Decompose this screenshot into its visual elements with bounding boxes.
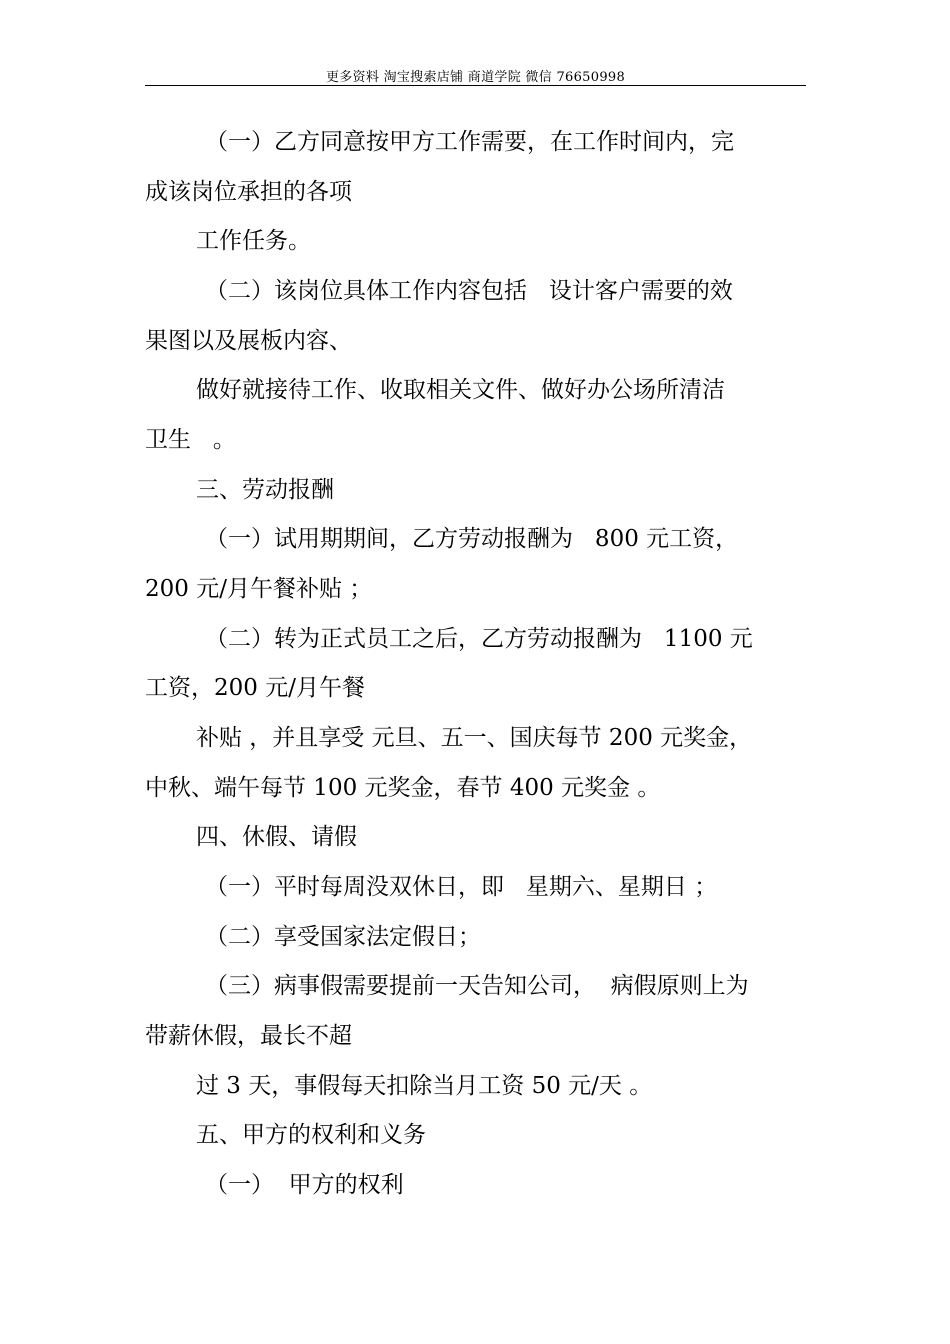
body-line: （一） 甲方的权利 <box>205 1172 404 1198</box>
section-heading: 三、劳动报酬 <box>196 477 334 503</box>
page-header: 更多资料 淘宝搜索店铺 商道学院 微信 76650998 <box>325 70 626 85</box>
body-line: 做好就接待工作、收取相关文件、做好办公场所清洁 <box>196 377 725 403</box>
body-line: 卫生 。 <box>145 427 236 453</box>
body-line: 果图以及展板内容、 <box>145 328 352 354</box>
body-line: （一）乙方同意按甲方工作需要，在工作时间内，完 <box>205 129 734 155</box>
body-line: （一）试用期期间，乙方劳动报酬为 800 元工资， <box>205 526 739 552</box>
body-line: （一）平时每周没双休日，即 星期六、星期日 ； <box>205 874 718 900</box>
body-line: 补贴 ，并且享受 元旦、五一、国庆每节 200 元奖金， <box>196 725 753 751</box>
body-line: 中秋、端午每节 100 元奖金，春节 400 元奖金 。 <box>145 775 661 801</box>
body-line: 工作任务。 <box>196 228 311 254</box>
body-line: 过 3 天，事假每天扣除当月工资 50 元/天 。 <box>196 1073 653 1099</box>
body-line: （二）该岗位具体工作内容包括 设计客户需要的效 <box>205 278 733 304</box>
body-line: 200 元/月午餐补贴 ； <box>145 576 373 602</box>
body-line: （二）转为正式员工之后，乙方劳动报酬为 1100 元 <box>205 626 753 652</box>
body-line: 带薪休假，最长不超 <box>145 1023 352 1049</box>
body-line: （二）享受国家法定假日； <box>205 924 481 950</box>
body-line: 成该岗位承担的各项 <box>145 179 352 205</box>
header-rule <box>145 85 806 86</box>
body-line: （三）病事假需要提前一天告知公司， 病假原则上为 <box>205 973 749 999</box>
section-heading: 五、甲方的权利和义务 <box>196 1122 426 1148</box>
section-heading: 四、休假、请假 <box>196 824 357 850</box>
body-line: 工资，200 元/月午餐 <box>145 675 365 701</box>
